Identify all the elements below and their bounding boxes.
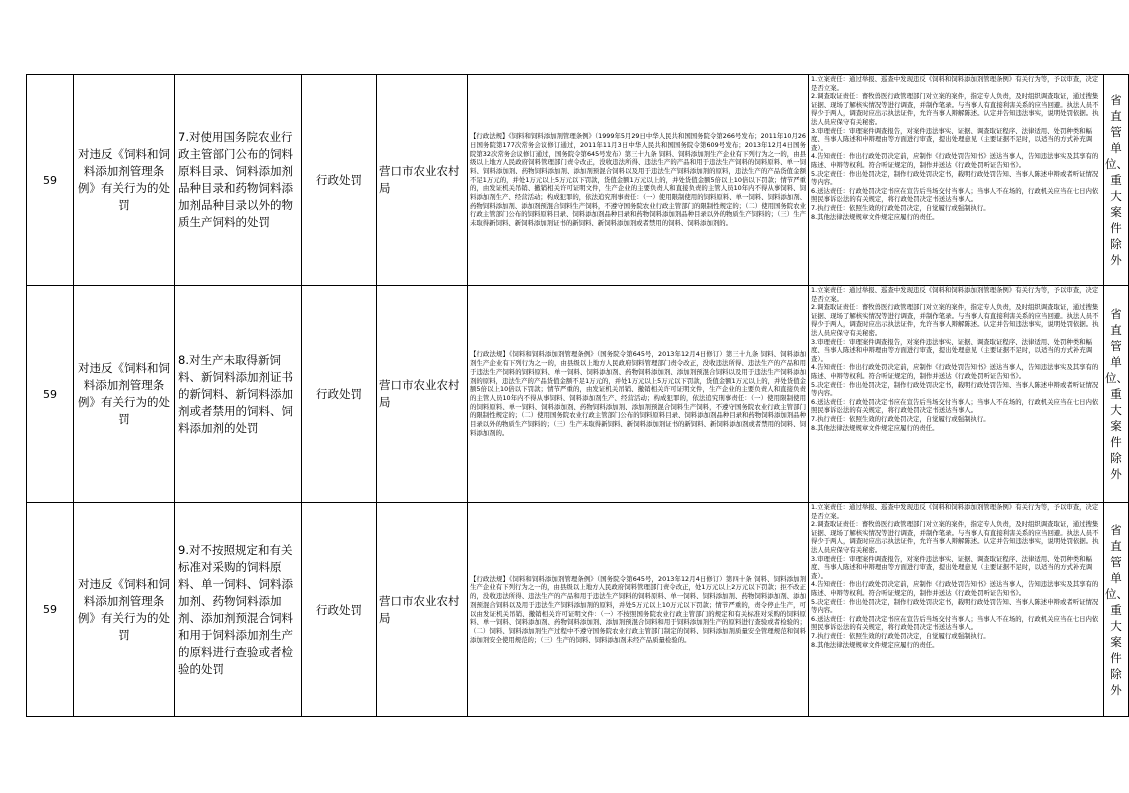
exception-note: 省直管单位、重大案件除外 [1104, 286, 1129, 503]
implementing-agency: 营口市农业农村局 [377, 503, 468, 717]
table-row [27, 503, 1129, 717]
responsibility-item: 7.执行责任：依照生效的行政处罚决定，自觉履行或强制执行。 [811, 203, 990, 212]
responsibility-item: 8.其他法律法规规章文件规定应履行的责任。 [811, 640, 939, 649]
exception-note: 省直管单位、重大案件除外 [1104, 503, 1129, 717]
responsibility-item: 2.调查取证责任：畜牧兽医行政管理部门对立案的案件，指定专人负责，及时组织调查取证，通过搜集证据、现场了解核实情况等进行调查，并制作笔录。与当事人有直接利害关系的应当回避。执法人员不得少于两人，调查时应出示执法证件，允许当事人辩解陈述。认定并告知违法事实，说明处罚依据。执法人员应保守有关秘密。 [811, 303, 1099, 337]
responsibility-item: 1.立案责任：通过举报、巡查中发现违反《饲料和饲料添加剂管理条例》有关行为等，予以审查，决定是否立案。 [811, 503, 1099, 520]
responsibility-item: 6.送达责任：行政处罚决定书应在宣告后当场交付当事人；当事人不在场的，行政机关应当在七日内依照民事诉讼法的有关规定，将行政处罚决定书送达当事人。 [811, 397, 1099, 415]
responsibility-list [809, 286, 1104, 503]
responsibility-item: 5.决定责任：作出处罚决定，制作行政处罚决定书，载明行政处罚告知、当事人陈述申辩或者听证情况等内容。 [811, 169, 1099, 187]
responsibility-item: 1.立案责任：通过举报、巡查中发现违反《饲料和饲料添加剂管理条例》有关行为等，予以审查，决定是否立案。 [811, 75, 1099, 92]
responsibility-item: 4.告知责任：作出行政处罚决定前，应制作《行政处罚告知书》送达当事人，告知违法事实及其享有的陈述、申辩等权利。符合听证规定的，制作并送达《行政处罚听证告知书》。 [811, 580, 1099, 597]
responsibility-item: 5.决定责任：作出处罚决定，制作行政处罚决定书，载明行政处罚告知、当事人陈述申辩或者听证情况等内容。 [811, 597, 1099, 615]
responsibility-item: 6.送达责任：行政处罚决定书应在宣告后当场交付当事人；当事人不在场的，行政机关应当在七日内依照民事诉讼法的有关规定，将行政处罚决定书送达当事人。 [811, 614, 1099, 632]
row-number: 59 [27, 75, 74, 286]
responsibility-item: 5.决定责任：作出处罚决定，制作行政处罚决定书，载明行政处罚告知、当事人陈述申辩或者听证情况等内容。 [811, 380, 1099, 398]
power-type: 行政处罚 [302, 286, 377, 503]
responsibility-item: 2.调查取证责任：畜牧兽医行政管理部门对立案的案件，指定专人负责，及时组织调查取证，通过搜集证据、现场了解核实情况等进行调查，并制作笔录。与当事人有直接利害关系的应当回避。执法人员不得少于两人，调查时应出示执法证件，允许当事人辩解陈述。认定并告知违法事实，说明处罚依据。执法人员应保守有关秘密。 [811, 92, 1099, 126]
legal-basis: 【行政法规】《饲料和饲料添加剂管理条例》（国务院令第645号，2013年12月4日修订）第四十条 饲料、饲料添加剂生产企业有下列行为之一的，由县级以上地方人民政府饲料管理部门责令改正，处1万元以上2万元以下罚款；拒不改正的，没收违法所得、违法生产的产品和用于违法生产饲料的饲料原料、单一饲料、饲料添加剂、药物饲料添加剂、添加剂预混合饲料以及用于违法生产饲料添加剂的原料，并处5万元以上10万元以下罚款；情节严重的，责令停止生产，可以由发证机关吊销、撤销相关许可证明文件：（一）不按照国务院农业行政主管部门的规定和有关标准对采购的饲料原料、单一饲料、饲料添加剂、药物饲料添加剂、添加剂预混合饲料和用于饲料添加剂生产的原料进行查验或者检验的；（二）饲料、饲料添加剂生产过程中不遵守国务院农业行政主管部门制定的饲料、饲料添加剂质量安全管理规范和饲料添加剂安全使用规范的；（三）生产的饲料、饲料添加剂未经产品质量检验的。 [468, 503, 809, 717]
power-item-name: 对违反《饲料和饲料添加剂管理条例》有关行为的处罚 [74, 75, 175, 286]
responsibility-item: 7.执行责任：依照生效的行政处罚决定，自觉履行或强制执行。 [811, 631, 990, 640]
responsibility-item: 7.执行责任：依照生效的行政处罚决定，自觉履行或强制执行。 [811, 414, 990, 423]
power-type: 行政处罚 [302, 75, 377, 286]
power-item-name: 对违反《饲料和饲料添加剂管理条例》有关行为的处罚 [74, 286, 175, 503]
responsibility-item: 4.告知责任：作出行政处罚决定前，应制作《行政处罚告知书》送达当事人，告知违法事实及其享有的陈述、申辩等权利。符合听证规定的，制作并送达《行政处罚听证告知书》。 [811, 363, 1099, 380]
power-type: 行政处罚 [302, 503, 377, 717]
implementing-agency: 营口市农业农村局 [377, 286, 468, 503]
legal-basis: 【行政法规】《饲料和饲料添加剂管理条例》（1999年5月29日中华人民共和国国务院令第266号发布；2011年10月26日国务院第177次常务会议修订通过，2011年11月3日中华人民共和国国务院令第609号发布；2013年12月4日国务院第32次常务会议修订通过，国务院令第645号发布）第三十九条 饲料、饲料添加剂生产企业有下列行为之一的，由县级以上地方人民政府饲料管理部门责令改正，没收违法所得、违法生产的产品和用于违法生产饲料的饲料原料、单一饲料、饲料添加剂、药物饲料添加剂、添加剂预混合饲料以及用于违法生产饲料添加剂的原料，违法生产的产品货值金额不足1万元的，并处1万元以上5万元以下罚款，货值金额1万元以上的，并处货值金额5倍以上10倍以下罚款；情节严重的，由发证机关吊销、撤销相关许可证明文件，生产企业的主要负责人和直接负责的主管人员10年内不得从事饲料、饲料添加剂生产、经营活动；构成犯罪的，依法追究刑事责任：（一）使用限制使用的饲料原料、单一饲料、饲料添加剂、药物饲料添加剂、添加剂预混合饲料生产饲料，不遵守国务院农业行政主管部门的限制性规定的；（二）使用国务院农业行政主管部门公布的饲料原料目录、饲料添加剂品种目录和药物饲料添加剂品种目录以外的物质生产饲料的；（三）生产未取得新饲料、新饲料添加剂证书的新饲料、新饲料添加剂或者禁用的饲料、饲料添加剂的。 [468, 75, 809, 286]
table-row [27, 75, 1129, 286]
exception-note: 省直管单位、重大案件除外 [1104, 75, 1129, 286]
sub-item-name: 8.对生产未取得新饲料、新饲料添加剂证书的新饲料、新饲料添加剂或者禁用的饲料、饲料添加剂的处罚 [175, 286, 302, 503]
row-number: 59 [27, 286, 74, 503]
power-list-table [26, 74, 1129, 717]
implementing-agency: 营口市农业农村局 [377, 75, 468, 286]
responsibility-item: 3.审理责任：审理案件调查报告，对案件违法事实、证据、调查取证程序、法律适用、处罚种类和幅度、当事人陈述和申辩理由等方面进行审查，提出处理意见（主要证据不足时，以适当的方式补充调查）。 [811, 337, 1093, 363]
responsibility-item: 3.审理责任：审理案件调查报告，对案件违法事实、证据、调查取证程序、法律适用、处罚种类和幅度、当事人陈述和申辩理由等方面进行审查，提出处理意见（主要证据不足时，以适当的方式补充调查）。 [811, 554, 1093, 580]
responsibility-item: 4.告知责任：作出行政处罚决定前，应制作《行政处罚告知书》送达当事人，告知违法事实及其享有的陈述、申辩等权利。符合听证规定的，制作并送达《行政处罚听证告知书》。 [811, 152, 1099, 169]
responsibility-list [809, 503, 1104, 717]
power-item-name: 对违反《饲料和饲料添加剂管理条例》有关行为的处罚 [74, 503, 175, 717]
legal-basis: 【行政法规】《饲料和饲料添加剂管理条例》（国务院令第645号，2013年12月4日修订）第三十九条 饲料、饲料添加剂生产企业有下列行为之一的，由县级以上地方人民政府饲料管理部门责令改正，没收违法所得、违法生产的产品和用于违法生产饲料的饲料原料、单一饲料、饲料添加剂、药物饲料添加剂、添加剂预混合饲料以及用于违法生产饲料添加剂的原料，违法生产的产品货值金额不足1万元的，并处1万元以上5万元以下罚款，货值金额1万元以上的，并处货值金额5倍以上10倍以下罚款；情节严重的，由发证机关吊销、撤销相关许可证明文件，生产企业的主要负责人和直接负责的主管人员10年内不得从事饲料、饲料添加剂生产、经营活动；构成犯罪的，依法追究刑事责任：（一）使用限制使用的饲料原料、单一饲料、饲料添加剂、药物饲料添加剂、添加剂预混合饲料生产饲料，不遵守国务院农业行政主管部门的限制性规定的；（二）使用国务院农业行政主管部门公布的饲料原料目录、饲料添加剂品种目录和药物饲料添加剂品种目录以外的物质生产饲料的；（三）生产未取得新饲料、新饲料添加剂证书的新饲料、新饲料添加剂或者禁用的饲料、饲料添加剂的。 [468, 286, 809, 503]
sub-item-name: 7.对使用国务院农业行政主管部门公布的饲料原料目录、饲料添加剂品种目录和药物饲料添加剂品种目录以外的物质生产饲料的处罚 [175, 75, 302, 286]
responsibility-item: 2.调查取证责任：畜牧兽医行政管理部门对立案的案件，指定专人负责，及时组织调查取证，通过搜集证据、现场了解核实情况等进行调查，并制作笔录。与当事人有直接利害关系的应当回避。执法人员不得少于两人，调查时应出示执法证件，允许当事人辩解陈述。认定并告知违法事实，说明处罚依据。执法人员应保守有关秘密。 [811, 520, 1099, 554]
row-number: 59 [27, 503, 74, 717]
responsibility-item: 3.审理责任：审理案件调查报告，对案件违法事实、证据、调查取证程序、法律适用、处罚种类和幅度、当事人陈述和申辩理由等方面进行审查，提出处理意见（主要证据不足时，以适当的方式补充调查）。 [811, 126, 1093, 152]
responsibility-item: 8.其他法律法规规章文件规定应履行的责任。 [811, 212, 939, 221]
sub-item-name: 9.对不按照规定和有关标准对采购的饲料原料、单一饲料、饲料添加剂、药物饲料添加剂、添加剂预混合饲料和用于饲料添加剂生产的原料进行查验或者检验的处罚 [175, 503, 302, 717]
responsibility-item: 1.立案责任：通过举报、巡查中发现违反《饲料和饲料添加剂管理条例》有关行为等，予以审查，决定是否立案。 [811, 286, 1099, 303]
responsibility-item: 6.送达责任：行政处罚决定书应在宣告后当场交付当事人；当事人不在场的，行政机关应当在七日内依照民事诉讼法的有关规定，将行政处罚决定书送达当事人。 [811, 186, 1099, 204]
responsibility-list [809, 75, 1104, 286]
table-row [27, 286, 1129, 503]
responsibility-item: 8.其他法律法规规章文件规定应履行的责任。 [811, 423, 939, 432]
